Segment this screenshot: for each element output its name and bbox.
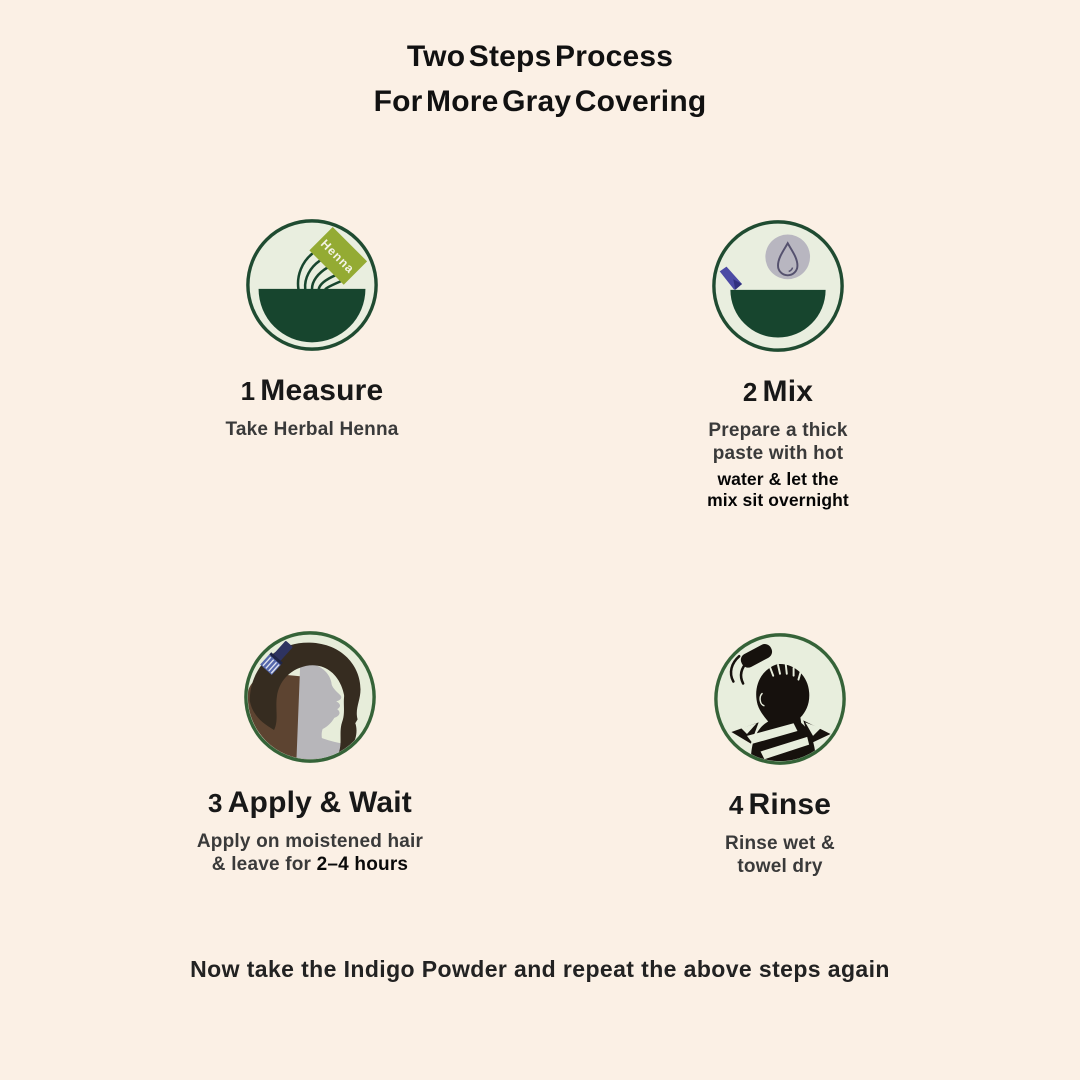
mix-icon-svg bbox=[710, 218, 846, 354]
step-4-number: 4 bbox=[728, 790, 744, 820]
step-2-desc-bold2: mix sit overnight bbox=[707, 490, 849, 510]
step-4-heading bbox=[610, 785, 950, 830]
apply-icon-svg bbox=[242, 629, 378, 765]
step-1-name: Measure bbox=[260, 374, 384, 407]
step-1-heading bbox=[142, 371, 482, 416]
measure-icon bbox=[244, 217, 380, 353]
step-3-description bbox=[140, 830, 480, 876]
step-3-desc-line2-bold: 2–4 hours bbox=[316, 854, 409, 875]
step-2-description bbox=[608, 419, 948, 465]
page-title bbox=[0, 34, 1080, 124]
step-2-name: Mix bbox=[762, 375, 814, 408]
footer-note: Now take the Indigo Powder and repeat the above steps again bbox=[190, 956, 890, 982]
step-3-name: Apply & Wait bbox=[227, 786, 412, 819]
step-4-desc-line2: towel dry bbox=[737, 856, 823, 877]
water-drop-badge bbox=[765, 235, 810, 280]
measure-icon-svg bbox=[244, 217, 380, 353]
step-4-description bbox=[610, 832, 950, 878]
step-rinse bbox=[610, 631, 950, 878]
step-3-desc-line2-prefix: & leave for bbox=[211, 854, 317, 875]
step-2-description-bold bbox=[608, 469, 948, 511]
step-4-desc-line1: Rinse wet & bbox=[725, 833, 835, 854]
step-3-heading bbox=[140, 783, 480, 828]
step-3-desc-line2 bbox=[140, 853, 480, 876]
step-measure bbox=[142, 217, 482, 441]
step-1-number: 1 bbox=[240, 376, 256, 406]
apply-icon bbox=[242, 629, 378, 765]
step-2-desc-bold1: water & let the bbox=[717, 469, 839, 489]
rinse-icon-svg bbox=[712, 631, 848, 767]
step-3-desc-line1: Apply on moistened hair bbox=[196, 831, 424, 852]
page-title-line2: For More Gray Covering bbox=[373, 85, 707, 118]
step-2-number: 2 bbox=[742, 377, 758, 407]
step-3-number: 3 bbox=[208, 788, 223, 818]
mix-icon bbox=[710, 218, 846, 354]
step-mix bbox=[608, 218, 948, 511]
step-apply-wait bbox=[140, 629, 480, 876]
step-1-description bbox=[142, 418, 482, 441]
step-2-heading bbox=[608, 372, 948, 417]
page-title-line1: Two Steps Process bbox=[406, 40, 674, 73]
henna-packet-label: Henna bbox=[317, 236, 358, 277]
step-1-desc-line1: Take Herbal Henna bbox=[225, 419, 399, 440]
step-4-name: Rinse bbox=[748, 788, 832, 821]
step-2-desc-line2: paste with hot bbox=[712, 443, 844, 464]
step-2-desc-line1: Prepare a thick bbox=[708, 420, 848, 441]
rinse-icon bbox=[712, 631, 848, 767]
